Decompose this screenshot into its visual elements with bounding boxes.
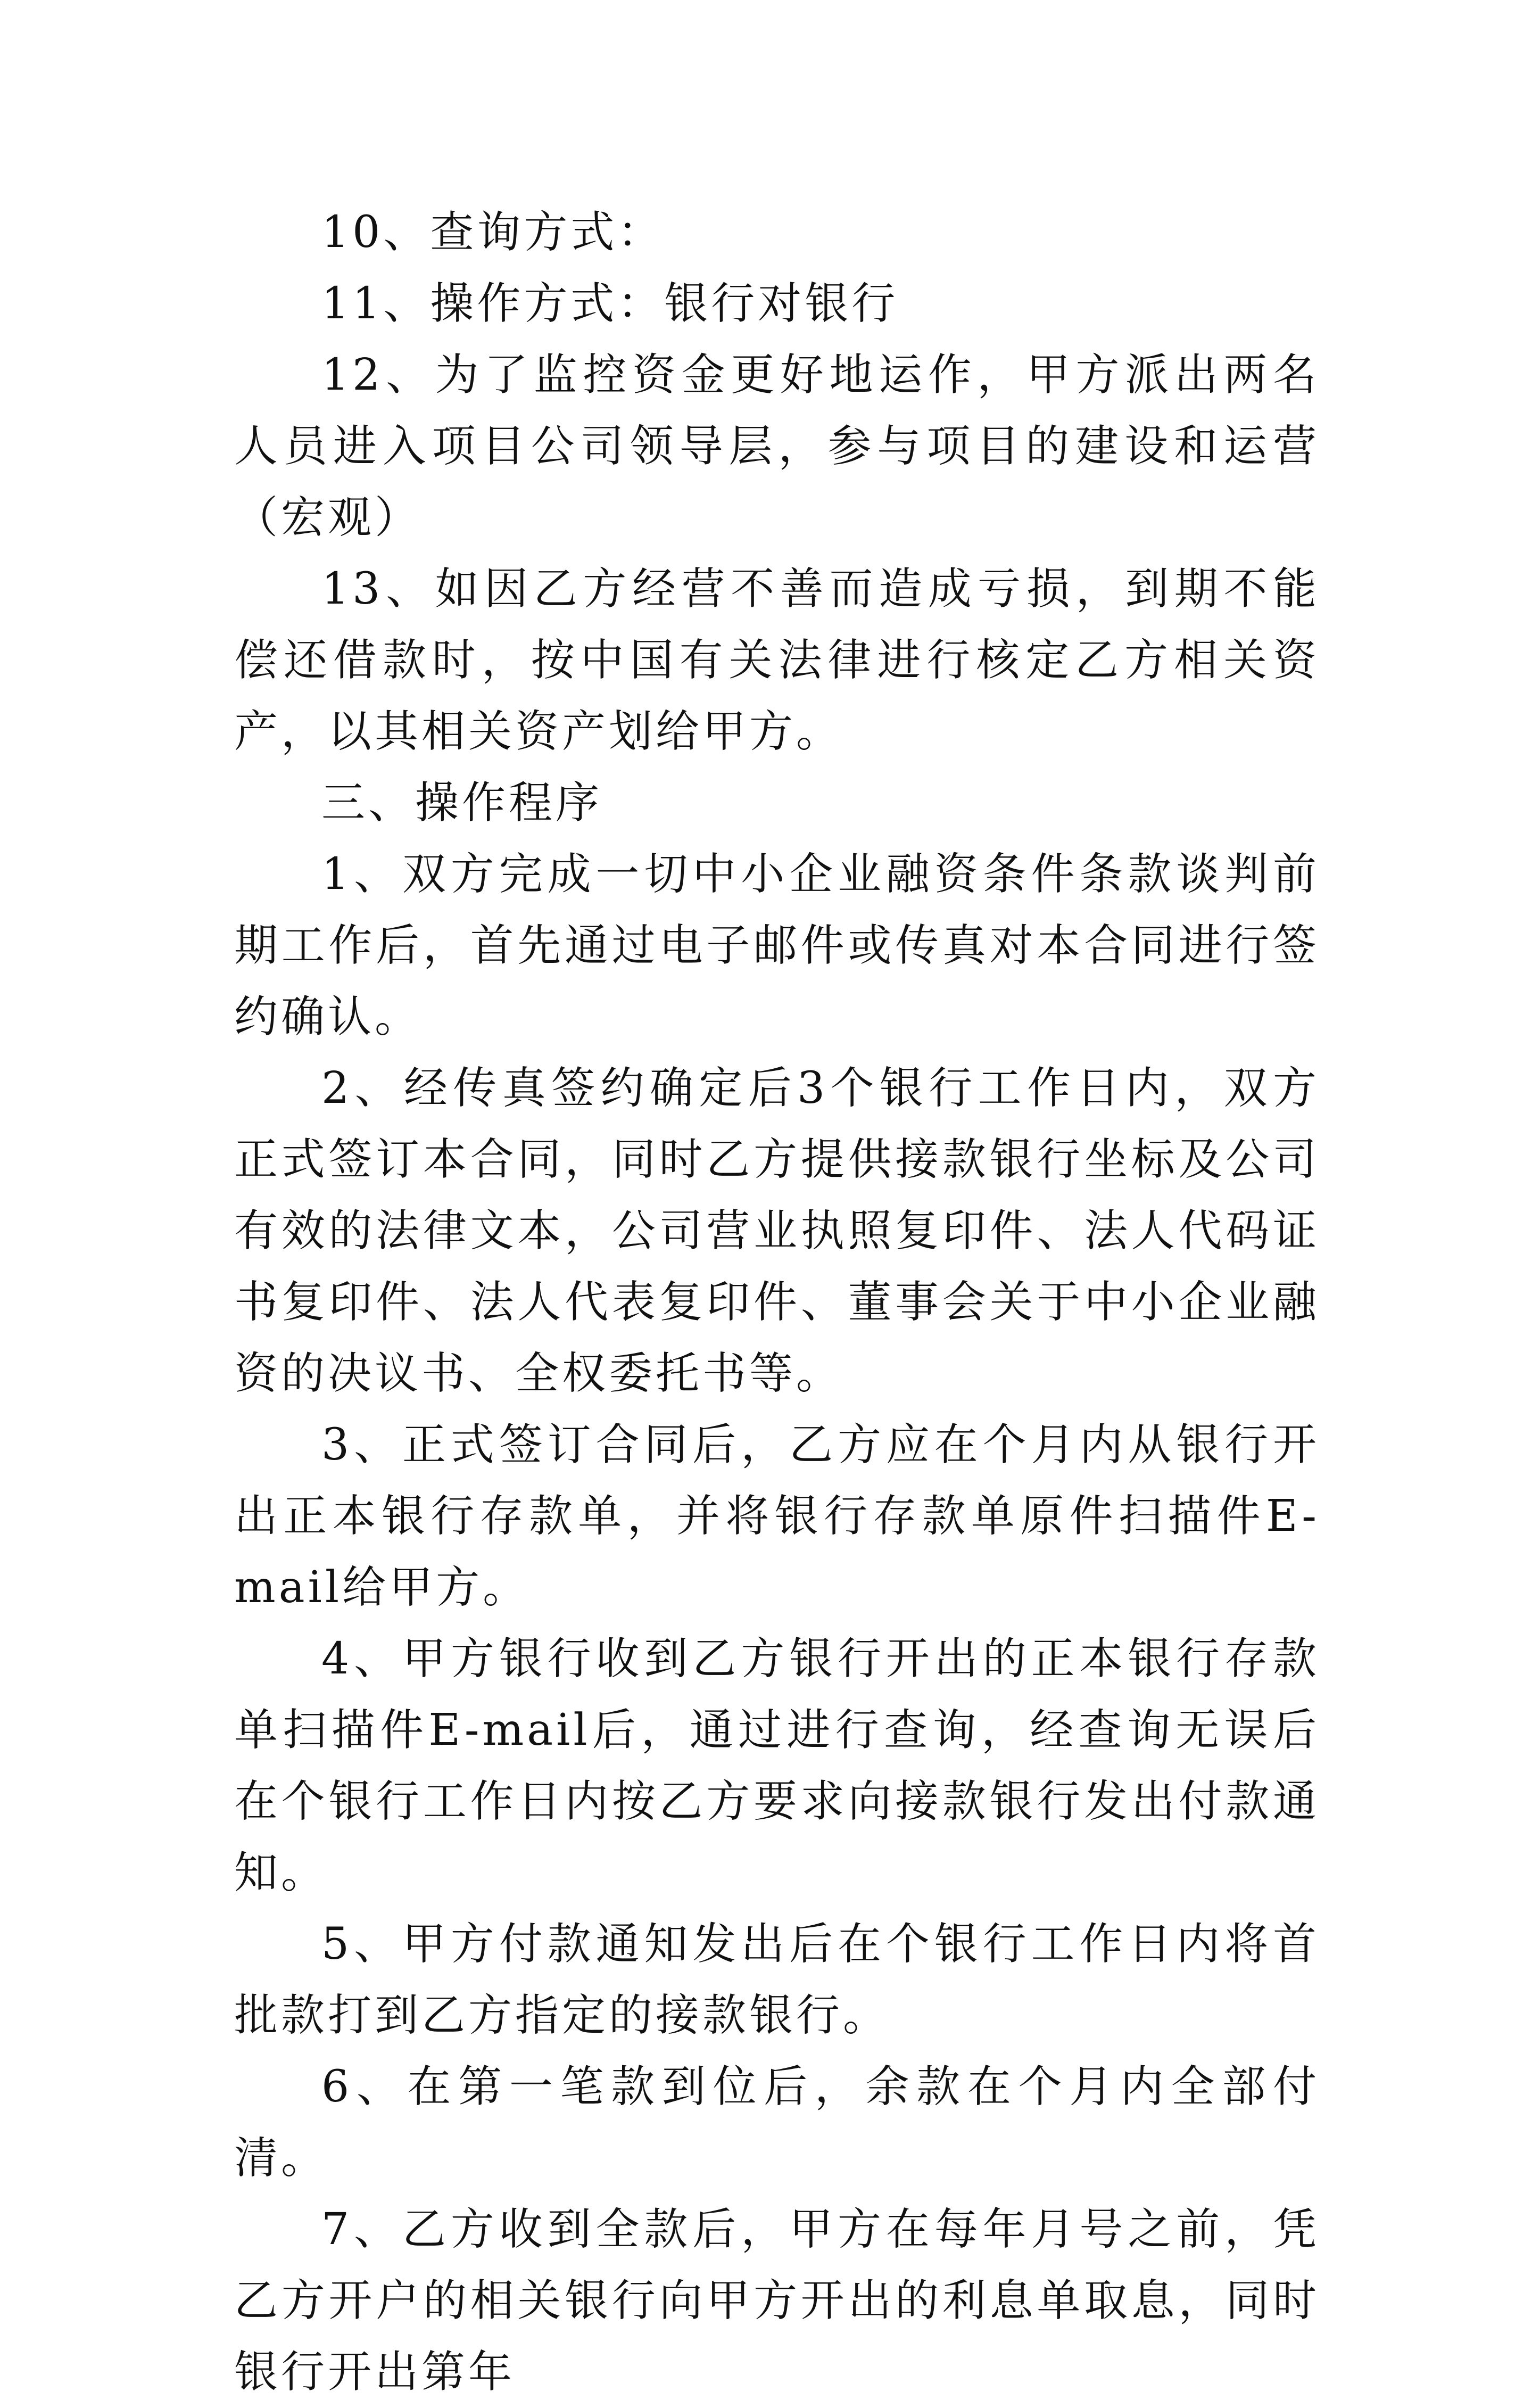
- paragraph-procedure-4: 4、甲方银行收到乙方银行开出的正本银行存款单扫描件E-mail后，通过进行查询，经查询无误后在个银行工作日内按乙方要求向接款银行发出付款通知。: [234, 1634, 1320, 1898]
- paragraph-loss-clause: 13、如因乙方经营不善而造成亏损，到期不能偿还借款时，按中国有关法律进行核定乙方相关资产，以其相关资产划给甲方。: [234, 564, 1320, 757]
- paragraph-query-method: 10、查询方式：: [321, 207, 665, 258]
- paragraph-procedure-3: 3、正式签订合同后，乙方应在个月内从银行开出正本银行存款单，并将银行存款单原件扫描件E-mail给甲方。: [234, 1420, 1320, 1613]
- paragraph-procedure-7: 7、乙方收到全款后，甲方在每年月号之前，凭乙方开户的相关银行向甲方开出的利息单取息，同时银行开出第年: [234, 2204, 1320, 2397]
- paragraph-procedure-1: 1、双方完成一切中小企业融资条件条款谈判前期工作后，首先通过电子邮件或传真对本合同进行签约确认。: [234, 849, 1320, 1042]
- paragraph-procedure-2: 2、经传真签约确定后3个银行工作日内，双方正式签订本合同，同时乙方提供接款银行坐标及公司有效的法律文本，公司营业执照复印件、法人代码证书复印件、法人代表复印件、董事会关于中小企业融资的决议书、全权委托书等。: [234, 1063, 1320, 1399]
- paragraph-procedure-6: 6、在第一笔款到位后，余款在个月内全部付清。: [234, 2061, 1320, 2183]
- document-body: [234, 197, 1320, 2408]
- section-heading-procedure: 三、操作程序: [321, 778, 603, 828]
- paragraph-procedure-5: 5、甲方付款通知发出后在个银行工作日内将首批款打到乙方指定的接款银行。: [234, 1919, 1320, 2041]
- paragraph-fund-monitoring: 12、为了监控资金更好地运作，甲方派出两名人员进入项目公司领导层，参与项目的建设和运营（宏观）: [234, 350, 1320, 543]
- paragraph-operation-method: 11、操作方式：银行对银行: [321, 278, 899, 329]
